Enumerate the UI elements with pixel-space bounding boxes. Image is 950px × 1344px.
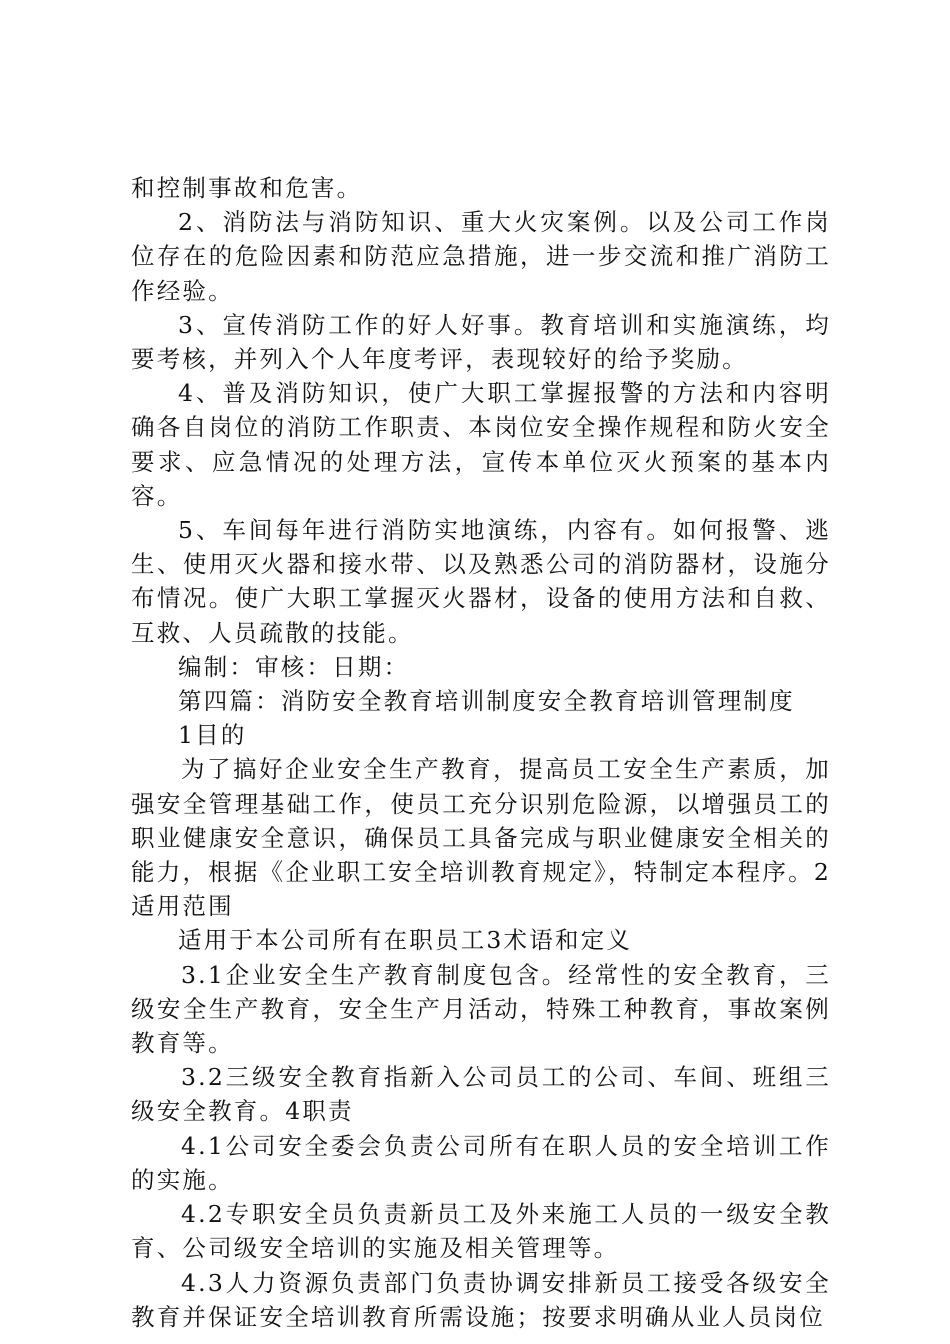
paragraph-3-2: 3.2三级安全教育指新入公司员工的公司、车间、班组三级安全教育。4职责 (131, 1063, 831, 1126)
paragraph-item-4: 4、普及消防知识，使广大职工掌握报警的方法和内容明确各自岗位的消防工作职责、本岗位安全操作规程和防火安全要求、应急情况的处理方法，宣传本单位灭火预案的基本内容。 (131, 379, 831, 510)
heading-purpose: 1目的 (178, 721, 247, 750)
paragraph-4-2: 4.2专职安全员负责新员工及外来施工人员的一级安全教育、公司级安全培训的实施及相关管理等。 (131, 1200, 831, 1263)
paragraph-purpose: 为了搞好企业安全生产教育，提高员工安全生产素质，加强安全管理基础工作，使员工充分识别危险源，以增强员工的职业健康安全意识，确保员工具备完成与职业健康安全相关的能力，根据《企业职工安全培训教育规定》，特制定本程序。2适用范围 (131, 755, 831, 921)
document-body (131, 171, 831, 1334)
paragraph-continuation: 和控制事故和危害。 (131, 174, 363, 202)
paragraph-4-3: 4.3人力资源负责部门负责协调安排新员工接受各级安全教育并保证安全培训教育所需设施；按要求明确从业人员岗位 (131, 1268, 831, 1331)
paragraph-item-5: 5、车间每年进行消防实地演练，内容有。如何报警、逃生、使用灭火器和接水带、以及熟悉公司的消防器材，设施分布情况。使广大职工掌握灭火器材，设备的使用方法和自救、互救、人员疏散的技能。 (131, 516, 831, 647)
section-title: 第四篇：消防安全教育培训制度安全教育培训管理制度 (178, 687, 795, 716)
signature-line: 编制：审核：日期： (178, 652, 410, 681)
paragraph-item-3: 3、宣传消防工作的好人好事。教育培训和实施演练，均要考核，并列入个人年度考评，表现较好的给予奖励。 (131, 310, 831, 374)
paragraph-3-1: 3.1企业安全生产教育制度包含。经常性的安全教育，三级安全生产教育，安全生产月活动，特殊工种教育，事故案例教育等。 (131, 960, 831, 1058)
paragraph-4-1: 4.1公司安全委会负责公司所有在职人员的安全培训工作的实施。 (131, 1131, 831, 1194)
paragraph-scope: 适用于本公司所有在职员工3术语和定义 (178, 926, 633, 955)
paragraph-item-2: 2、消防法与消防知识、重大火灾案例。以及公司工作岗位存在的危险因素和防范应急措施，进一步交流和推广消防工作经验。 (131, 208, 831, 305)
